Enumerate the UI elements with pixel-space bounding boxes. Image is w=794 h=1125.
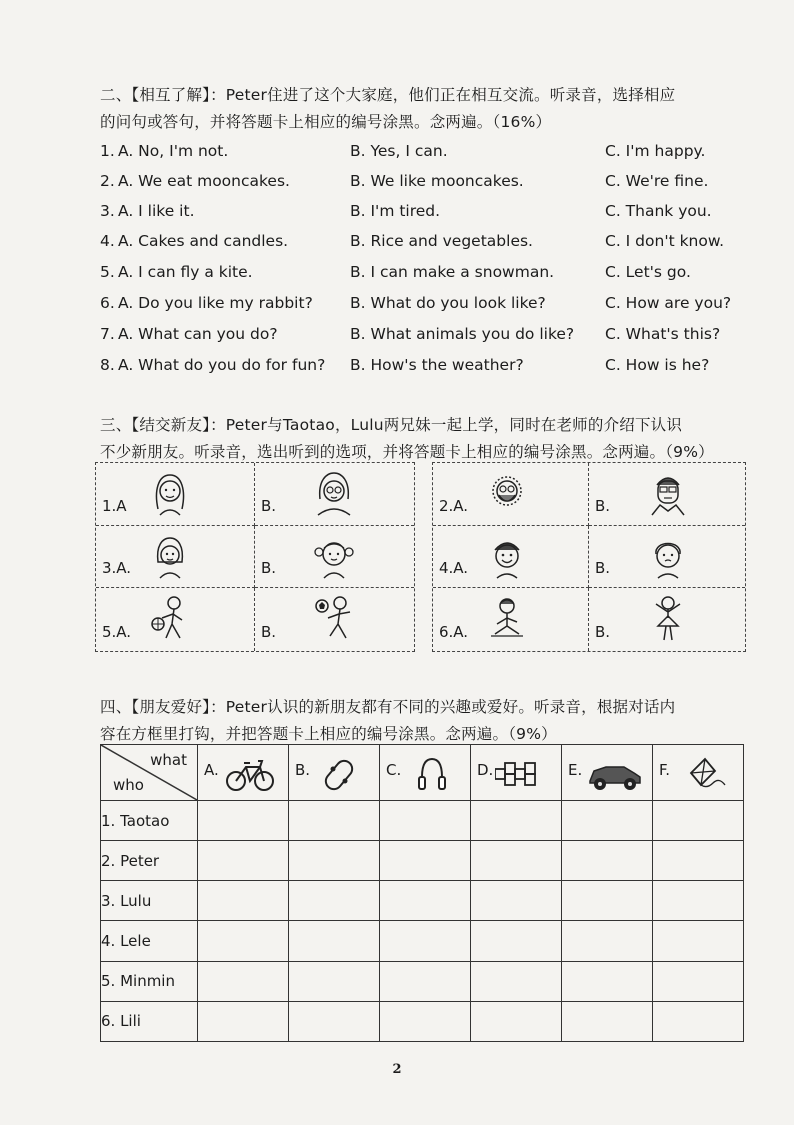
question-row [100,263,760,291]
toy-car-icon [586,755,642,793]
question-number: 7. [100,325,115,343]
section4-title-line2: 容在方框里打钩，并把答题卡上相应的编号涂黑。念两遍。（9%） [100,725,557,743]
column-letter: F. [659,761,670,779]
skateboard-icon [313,755,369,793]
option-b: B. I'm tired. [350,202,441,220]
checkbox-cell[interactable] [198,1001,289,1041]
girl-bob-hair-icon [146,532,194,580]
checkbox-cell[interactable] [198,801,289,841]
option-a: A. We eat mooncakes. [118,172,290,190]
picture-option-1b[interactable] [255,463,414,526]
option-label: 1.A [102,496,127,515]
option-label: B. [595,559,611,578]
question-row [100,294,760,322]
option-a: A. I can fly a kite. [118,263,253,281]
option-b: B. What animals you do like? [350,325,575,343]
table-row [101,921,744,961]
question-number: 1. [100,142,115,160]
checkbox-cell[interactable] [653,881,744,921]
option-label: 2.A. [439,496,469,515]
option-a: A. I like it. [118,202,195,220]
section2-title-line2: 的问句或答句，并将答题卡上相应的编号涂黑。念两遍。（16%） [100,113,552,131]
section3-title-line2: 不少新朋友。听录音，选出听到的选项，并将答题卡上相应的编号涂黑。念两遍。（9%） [100,443,714,461]
option-label: 5.A. [102,623,132,641]
checkbox-cell[interactable] [471,961,562,1001]
option-c: C. How is he? [605,356,710,374]
option-c: C. How are you? [605,294,732,312]
hopscotch-icon [495,755,551,793]
checkbox-cell[interactable] [562,961,653,1001]
row-name: 5. Minmin [101,961,198,1001]
boy-smiling-icon [483,532,531,580]
question-number: 2. [100,172,115,190]
question-number: 4. [100,232,115,250]
option-b: B. What do you look like? [350,294,546,312]
question-number: 5. [100,263,115,281]
checkbox-cell[interactable] [380,801,471,841]
option-a: A. What do you do for fun? [118,356,326,374]
option-c: C. What's this? [605,325,721,343]
checkbox-cell[interactable] [198,921,289,961]
checkbox-cell[interactable] [562,921,653,961]
column-header-d [471,745,562,801]
checkbox-cell[interactable] [471,841,562,881]
checkbox-cell[interactable] [471,1001,562,1041]
picture-option-3b[interactable] [255,526,414,589]
column-header-a [198,745,289,801]
section3-title-line1: 三、【结交新友】：Peter与Taotao，Lulu两兄妹一起上学，同时在老师的介绍下认识 [100,416,683,434]
option-c: C. Thank you. [605,202,712,220]
section2-title [100,82,760,136]
checkbox-cell[interactable] [198,841,289,881]
table-row [101,841,744,881]
checkbox-cell[interactable] [562,841,653,881]
table-row [101,961,744,1001]
picture-option-4a[interactable] [433,526,589,589]
question-number: 6. [100,294,115,312]
picture-option-5a[interactable] [96,588,255,651]
checkbox-cell[interactable] [471,801,562,841]
column-header-c [380,745,471,801]
picture-option-2b[interactable] [589,463,745,526]
picture-grid-right [432,462,746,652]
boy-basketball-icon [146,594,194,642]
option-b: B. We like mooncakes. [350,172,524,190]
option-b: B. I can make a snowman. [350,263,555,281]
option-label: B. [595,496,611,515]
checkbox-cell[interactable] [380,881,471,921]
checkbox-cell[interactable] [471,881,562,921]
column-header-e [562,745,653,801]
man-glasses-icon [644,469,692,517]
checkbox-cell[interactable] [380,1001,471,1041]
checkbox-cell[interactable] [380,841,471,881]
question-row [100,202,760,230]
corner-cell [101,745,198,801]
row-name: 6. Lili [101,1001,198,1041]
column-letter: B. [295,761,311,779]
option-label: 4.A. [439,559,469,578]
row-name: 1. Taotao [101,801,198,841]
checkbox-cell[interactable] [653,1001,744,1041]
picture-option-6a[interactable] [433,588,589,651]
woman-glasses-icon [310,469,358,517]
section3-title [100,412,760,466]
column-header-f [653,745,744,801]
column-letter: D. [477,761,494,779]
question-row [100,356,760,384]
option-b: B. Rice and vegetables. [350,232,533,250]
option-c: C. I'm happy. [605,142,706,160]
picture-option-1a[interactable] [96,463,255,526]
checkbox-cell[interactable] [198,881,289,921]
table-row [101,1001,744,1041]
column-letter: C. [386,761,402,779]
corner-what-label: what [150,751,187,769]
checkbox-cell[interactable] [289,881,380,921]
picture-option-4b[interactable] [589,526,745,589]
checkbox-cell[interactable] [198,961,289,1001]
option-label: 3.A. [102,559,132,578]
checkbox-cell[interactable] [289,921,380,961]
old-woman-icon [644,532,692,580]
table-header-row [101,745,744,801]
picture-grid-left [95,462,415,652]
option-label: B. [595,623,611,641]
checkbox-cell[interactable] [562,881,653,921]
option-a: A. Cakes and candles. [118,232,289,250]
question-number: 8. [100,356,115,374]
option-label: B. [261,559,277,578]
picture-option-2a[interactable] [433,463,589,526]
checkbox-cell[interactable] [653,841,744,881]
corner-who-label: who [113,776,144,794]
option-a: A. What can you do? [118,325,278,343]
girl-pigtails-icon [310,532,358,580]
question-number: 3. [100,202,115,220]
option-label: B. [261,623,277,641]
checkbox-cell[interactable] [562,1001,653,1041]
girl-sitting-icon [483,594,531,642]
old-man-beard-icon [483,469,531,517]
girl-dancing-icon [644,594,692,642]
column-header-b [289,745,380,801]
checkbox-cell[interactable] [653,801,744,841]
row-name: 3. Lulu [101,881,198,921]
boy-football-icon [310,594,358,642]
option-c: C. I don't know. [605,232,725,250]
girl-long-hair-icon [146,469,194,517]
kite-icon [677,755,733,793]
question-row [100,142,760,170]
picture-option-3a[interactable] [96,526,255,589]
row-name: 4. Lele [101,921,198,961]
checkbox-cell[interactable] [562,801,653,841]
option-b: B. How's the weather? [350,356,524,374]
jump-rope-icon [404,755,460,793]
bicycle-icon [222,755,278,793]
option-a: A. No, I'm not. [118,142,229,160]
hobby-table [100,744,744,1042]
column-letter: A. [204,761,219,779]
checkbox-cell[interactable] [380,921,471,961]
table-row [101,801,744,841]
row-name: 2. Peter [101,841,198,881]
checkbox-cell[interactable] [289,801,380,841]
option-label: B. [261,496,277,515]
section4-title [100,694,760,748]
option-c: C. Let's go. [605,263,691,281]
checkbox-cell[interactable] [289,961,380,1001]
checkbox-cell[interactable] [289,841,380,881]
picture-option-5b[interactable] [255,588,414,651]
option-c: C. We're fine. [605,172,709,190]
column-letter: E. [568,761,583,779]
picture-option-6b[interactable] [589,588,745,651]
question-row [100,325,760,353]
checkbox-cell[interactable] [653,961,744,1001]
section2-title-line1: 二、【相互了解】：Peter住进了这个大家庭，他们正在相互交流。听录音，选择相应 [100,86,676,104]
section4-title-line1: 四、【朋友爱好】：Peter认识的新朋友都有不同的兴趣或爱好。听录音，根据对话内 [100,698,676,716]
option-a: A. Do you like my rabbit? [118,294,313,312]
checkbox-cell[interactable] [380,961,471,1001]
table-row [101,881,744,921]
option-label: 6.A. [439,623,469,641]
question-row [100,232,760,260]
option-b: B. Yes, I can. [350,142,448,160]
checkbox-cell[interactable] [471,921,562,961]
page-number: 2 [392,1062,402,1077]
checkbox-cell[interactable] [653,921,744,961]
checkbox-cell[interactable] [289,1001,380,1041]
question-row [100,172,760,200]
